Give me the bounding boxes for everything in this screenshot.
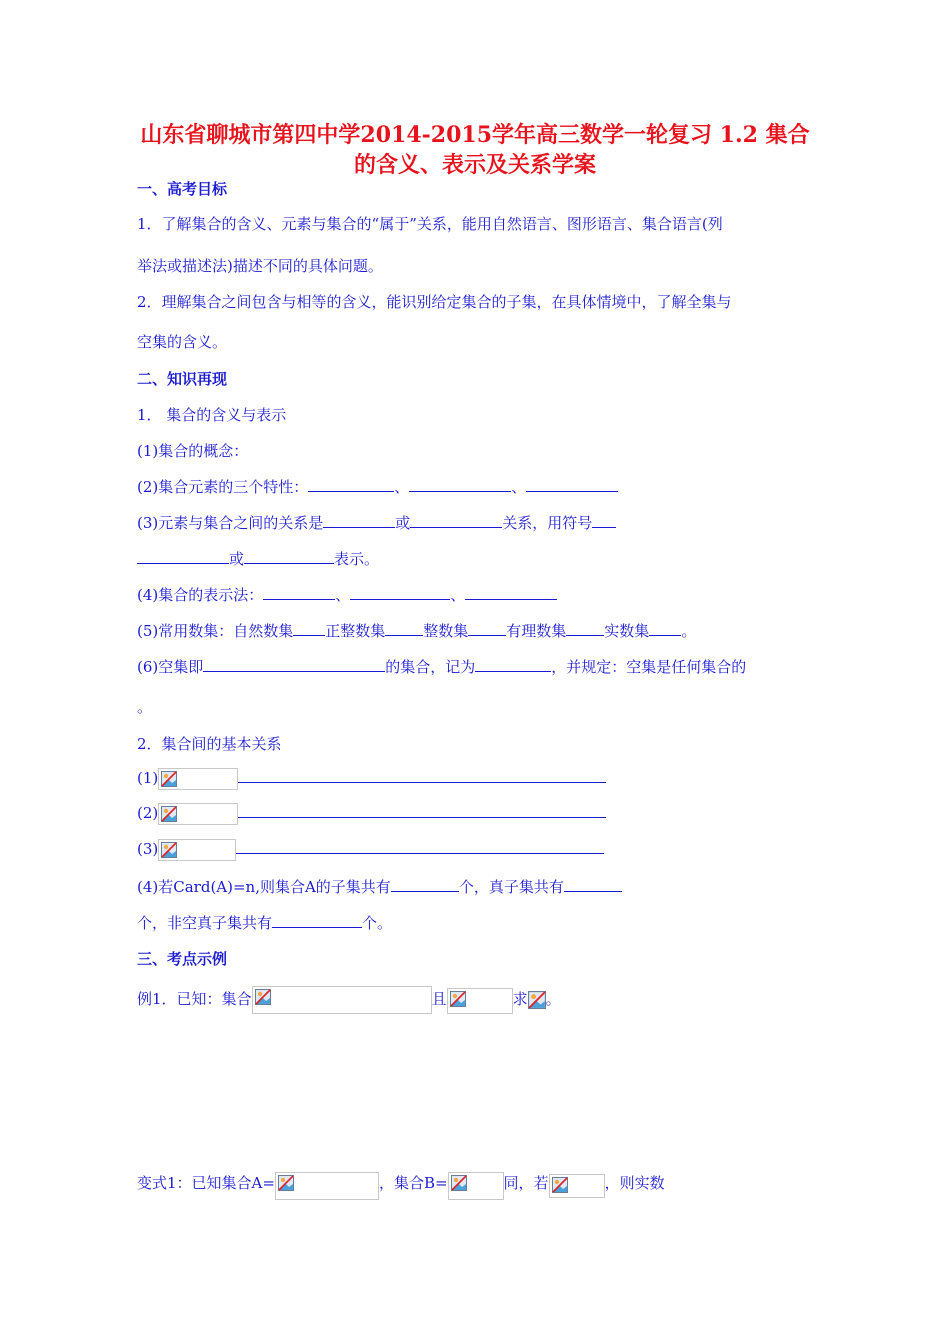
blank-field[interactable] [566,621,604,636]
formula-image-placeholder [447,988,513,1014]
section-heading-knowledge: 二、知识再现 [137,370,228,388]
separator: 、 [450,586,466,604]
page-title-line2: 的含义、表示及关系学案 [353,152,596,178]
goal-2-line-a: 2．理解集合之间包含与相等的含义，能识别给定集合的子集，在具体情境中，了解全集与 [137,293,732,311]
blank-field[interactable] [465,585,557,600]
represent-text: 表示。 [334,550,380,568]
broken-image-icon [161,842,177,858]
natural-label: (5)常用数集：自然数集 [137,622,294,640]
example-1-label: 例1．已知：集合 [137,990,252,1008]
subset-count-line [137,876,622,897]
page-title-line1: 山东省聊城市第四中学2014-2015学年高三数学一轮复习 1.2 集合 [140,122,810,148]
formula-image-placeholder [549,1174,605,1198]
empty-set-end: 。 [137,698,153,716]
relation-row-2 [137,803,606,825]
formula-image-placeholder [252,986,432,1014]
blank-field[interactable] [475,657,551,672]
separator: 、 [394,478,410,496]
blank-field[interactable] [410,513,502,528]
element-relation-line-2 [137,548,379,569]
example-1-line [137,986,561,1014]
broken-image-icon [552,1177,568,1193]
section-heading-examples: 三、考点示例 [137,950,228,968]
empty-set-line [137,656,746,677]
blank-field[interactable] [238,803,606,818]
blank-field[interactable] [323,513,395,528]
three-properties-line [137,476,618,497]
concept-line: (1)集合的概念： [137,442,249,460]
nonempty-proper-label: 个，非空真子集共有 [137,914,273,932]
blank-field[interactable] [564,877,622,892]
rational-label: 有理数集 [506,622,567,640]
formula-image-placeholder [158,839,236,861]
set-b-text: ，集合B= [378,1174,448,1192]
unit-text: 个。 [362,914,393,932]
real-label: 实数集 [604,622,650,640]
blank-field[interactable] [308,477,394,492]
broken-image-icon [450,991,466,1007]
empty-set-label: (6)空集即 [137,658,204,676]
symbol-text: 关系，用符号 [502,514,593,532]
condition-text: 同，若 [503,1174,549,1192]
element-relation-line [137,512,616,533]
blank-field[interactable] [409,477,511,492]
positive-int-label: 正整数集 [325,622,386,640]
formula-image-placeholder [528,991,546,1009]
goal-2-line-b: 空集的含义。 [137,333,228,351]
representation-line [137,584,557,605]
or-text: 或 [229,550,245,568]
broken-image-icon [161,771,177,787]
blank-field[interactable] [272,913,362,928]
broken-image-icon [528,991,546,1009]
find-text: 求 [512,990,528,1008]
blank-field[interactable] [649,621,681,636]
blank-field[interactable] [526,477,618,492]
number-sets-line [137,620,696,641]
period: 。 [681,622,697,640]
formula-image-placeholder [448,1172,504,1200]
variant-1-line [137,1172,665,1200]
blank-field[interactable] [137,549,229,564]
rule-text: ，并规定：空集是任何集合的 [551,658,747,676]
variant-1-label: 变式1：已知集合A= [137,1174,275,1192]
broken-image-icon [451,1175,467,1191]
goal-1-line-b: 举法或描述法)描述不同的具体问题。 [137,257,383,275]
proper-subset-label: 个，真子集共有 [458,878,564,896]
blank-field[interactable] [468,621,506,636]
broken-image-icon [278,1175,294,1191]
blank-field[interactable] [244,549,334,564]
broken-image-icon [161,806,177,822]
denoted-text: 的集合，记为 [385,658,476,676]
subset-count-line-2 [137,912,392,933]
relation-number: (3) [137,840,159,858]
relation-number: (1) [137,769,159,787]
formula-image-placeholder [158,803,238,825]
formula-image-placeholder [275,1172,379,1200]
formula-image-placeholder [158,768,238,790]
subset-count-label: (4)若Card(A)=n,则集合A的子集共有 [137,878,391,896]
separator: 、 [511,478,527,496]
knowledge-item-2: 2．集合间的基本关系 [137,735,282,753]
blank-field[interactable] [350,585,450,600]
or-text: 或 [395,514,411,532]
broken-image-icon [255,989,271,1005]
period: 。 [545,990,561,1008]
blank-field[interactable] [293,621,325,636]
three-properties-label: (2)集合元素的三个特性： [137,478,309,496]
blank-field[interactable] [236,839,604,854]
blank-field[interactable] [391,877,459,892]
relation-row-1 [137,768,606,790]
blank-field[interactable] [238,768,606,783]
blank-field[interactable] [592,513,616,528]
relation-number: (2) [137,804,159,822]
real-number-text: ，则实数 [604,1174,665,1192]
representation-label: (4)集合的表示法： [137,586,264,604]
separator: 、 [335,586,351,604]
relation-label: (3)元素与集合之间的关系是 [137,514,324,532]
blank-field[interactable] [203,657,385,672]
goal-1-line-a: 1．了解集合的含义、元素与集合的“属于”关系，能用自然语言、图形语言、集合语言(列 [137,215,723,233]
blank-field[interactable] [385,621,423,636]
blank-field[interactable] [263,585,335,600]
section-heading-goals: 一、高考目标 [137,180,228,198]
knowledge-item-1: 1． 集合的含义与表示 [137,406,287,424]
integer-label: 整数集 [423,622,469,640]
and-text: 且 [431,990,447,1008]
relation-row-3 [137,839,604,861]
